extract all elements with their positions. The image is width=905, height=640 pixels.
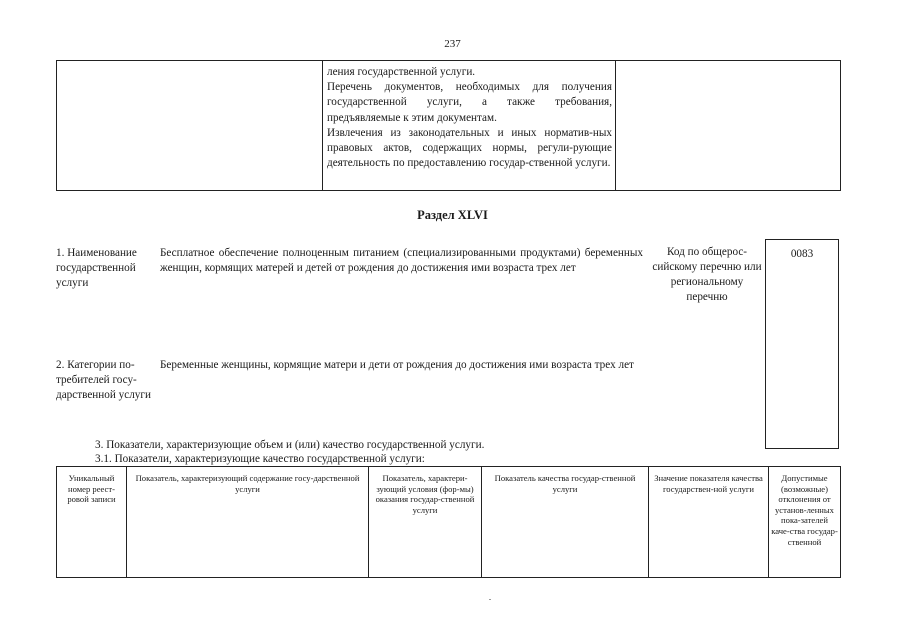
consumers-value: Беременные женщины, кормящие матери и дети от рождения до достижения ими возраста трех лет — [160, 359, 634, 371]
indicators-heading: 3. Показатели, характеризующие объем и (или) качество государственной услуги. — [95, 439, 485, 451]
column-header: Показатель, характери-зующий условия (фор-мы) оказания государ-ственной услуги — [369, 467, 482, 578]
table-cell-empty-left — [57, 61, 323, 191]
column-header: Допустимые (возможные) отклонения от установ-ленных пока-зателей каче-ства государ-ственной — [769, 467, 841, 578]
table-cell-documents — [323, 61, 616, 191]
column-header: Показатель качества государ-ственной услуги — [482, 467, 649, 578]
continuation-table — [56, 60, 841, 191]
quality-indicators-table — [56, 466, 841, 578]
registry-code-label: Код по общерос-сийскому перечню или региональному перечню — [652, 246, 762, 303]
scan-speck — [489, 599, 491, 600]
table-row — [57, 61, 841, 191]
page-number: 237 — [444, 38, 461, 50]
consumers-label: 2. Категории по-требителей госу-дарственной услуги — [56, 359, 151, 401]
registry-code-box: 0083 — [765, 239, 839, 449]
quality-indicators-heading: 3.1. Показатели, характеризующие качество государственной услуги: — [95, 453, 425, 465]
document-line: Извлечения из законодательных и иных норматив-ных правовых актов, содержащих нормы, регули-рующие деятельность по предоставлению государ-ственной услуги. — [327, 126, 612, 170]
service-name-label: 1. Наименование государственной услуги — [56, 247, 137, 289]
section-title: Раздел XLVI — [417, 208, 488, 222]
column-header: Значение показателя качества государствен-ной услуги — [649, 467, 769, 578]
table-cell-empty-right — [616, 61, 841, 191]
column-header: Уникальный номер реест-ровой записи — [57, 467, 127, 578]
table-header-row — [57, 467, 841, 578]
document-line: ления государственной услуги. — [327, 66, 476, 78]
service-name-value: Бесплатное обеспечение полноценным питанием (специализированными продуктами) беременных женщин, кормящих матерей и детей от рождения до достижения ими возраста трех лет — [160, 247, 643, 274]
column-header: Показатель, характеризующий содержание госу-дарственной услуги — [127, 467, 369, 578]
document-line: Перечень документов, необходимых для получения государственной услуги, а также требования, предъявляемые к этим документам. — [327, 81, 612, 124]
